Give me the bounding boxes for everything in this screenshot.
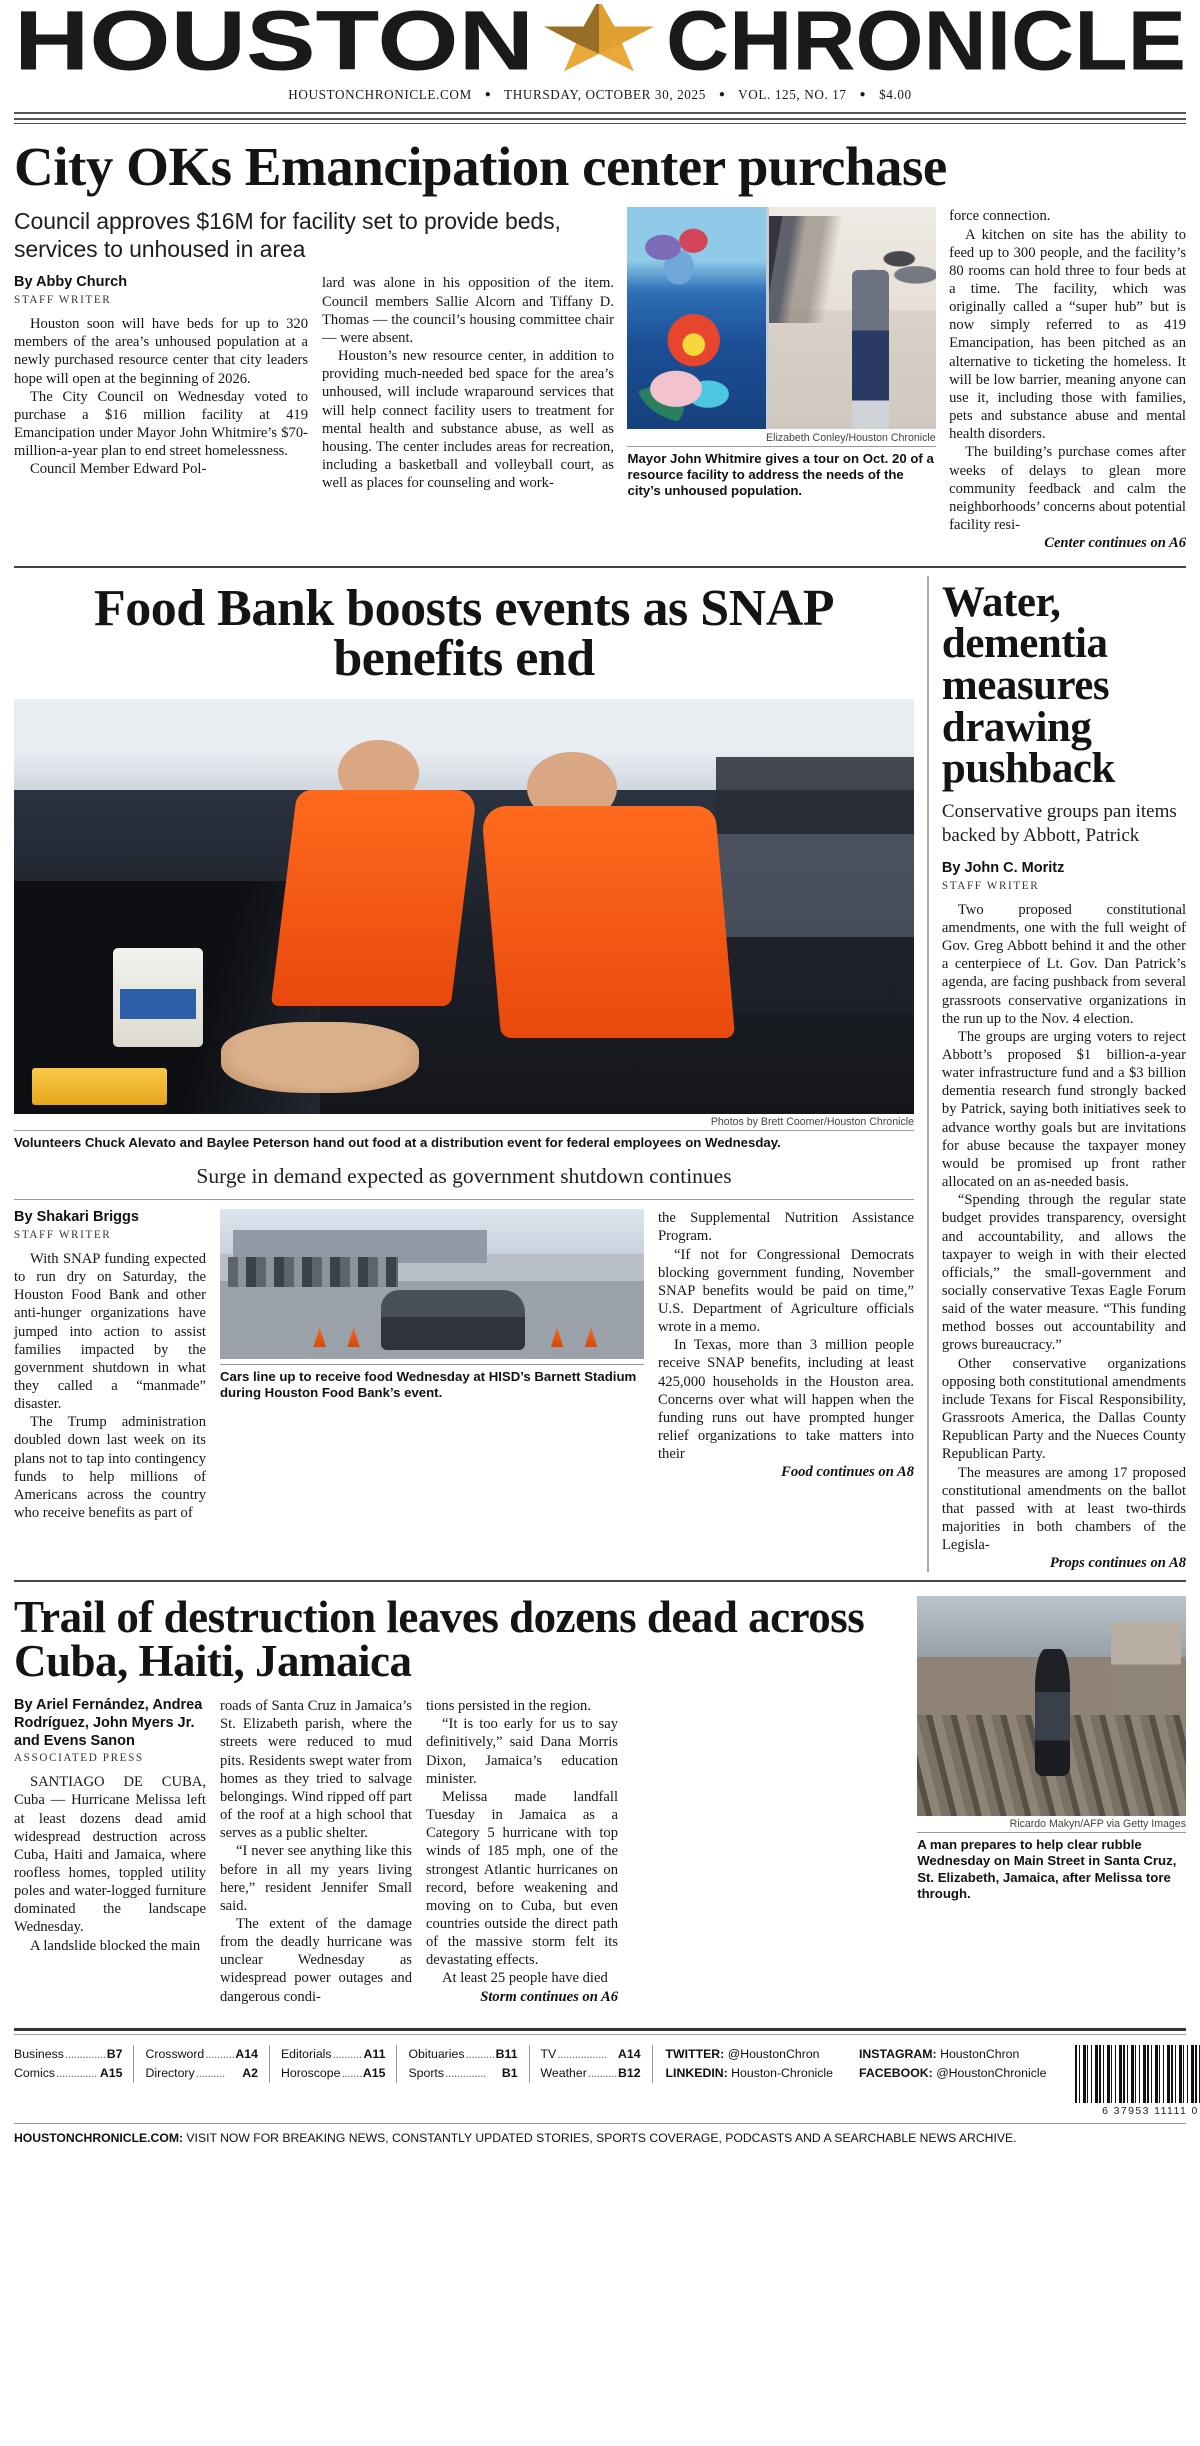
car-queue (228, 1257, 398, 1287)
water-story (942, 576, 1186, 1573)
index-item-page[interactable]: A14 (235, 2046, 258, 2061)
social-handle[interactable]: Houston-Chronicle (731, 2065, 833, 2080)
social-handle[interactable]: @HoustonChron (727, 2046, 820, 2061)
paragraph: Melissa made landfall Tuesday in Jamaica as a Category 5 hurricane with top winds of 185 mph, one of the strongest Atlantic hurricanes on record, before weakening and moving on to Cuba, but even countries outside the direct path of the massive storm felt its devastating effects. (426, 1788, 618, 1969)
paragraph: The Trump administration doubled down last week on its plans not to tap into contingency funds to help millions of Americans across the country who receive benefits as part of (14, 1414, 206, 1522)
hurricane-headline: Trail of destruction leaves dozens dead across Cuba, Haiti, Jamaica (14, 1591, 865, 1686)
promo-site[interactable]: HOUSTONCHRONICLE.COM: (14, 2130, 184, 2145)
dots: .......... (587, 2065, 617, 2080)
barcode-number: 6 37953 11111 0 (1102, 2104, 1199, 2117)
index-item-name[interactable]: Obituaries (408, 2046, 465, 2061)
yellow-package (32, 1068, 167, 1105)
food-inset-caption: Cars line up to receive food Wednesday at HISD’s Barnett Stadium during Houston Food Bank’s event. (220, 1369, 637, 1401)
dots: .............. (64, 2046, 106, 2061)
mural-panel (627, 207, 766, 429)
food-headline: Food Bank boosts events as SNAP benefits end (93, 579, 835, 688)
hurricane-jumpline: Storm continues on A6 (480, 1988, 618, 2005)
index-item-name[interactable]: Comics (14, 2065, 55, 2080)
safety-vest-a (271, 790, 477, 1006)
social-label: TWITTER: (665, 2046, 725, 2061)
social-group-left (653, 2045, 846, 2083)
paragraph: At least 25 people have died (442, 1970, 608, 1987)
index-group (397, 2045, 529, 2083)
dateline-sep-1: ● (484, 89, 492, 100)
paragraph: force connection. (949, 208, 1051, 225)
paragraph: The building’s purchase comes after weeks of delays to glean more community feedback and calm the neighborhoods’ concerns about potential facility resi- (949, 444, 1186, 533)
paragraph: SANTIAGO DE CUBA, Cuba — Hurricane Melissa left at least dozens dead amid widespread destruction across Cuba, Haiti and Jamaica, where roofless homes, toppled utility poles and water-logged furniture dominated the landscape Wednesday. (14, 1774, 206, 1936)
promo-text: VISIT NOW FOR BREAKING NEWS, CONSTANTLY UPDATED STORIES, SPORTS COVERAGE, PODCASTS AND A SEARCHABLE NEWS ARCHIVE. (183, 2130, 1017, 2145)
social-label: LINKEDIN: (665, 2065, 728, 2080)
hurricane-photo (917, 1596, 1186, 1816)
social-handle[interactable]: @HoustonChronicle (936, 2065, 1047, 2080)
index-bar (14, 2035, 1199, 2123)
social-handle[interactable]: HoustonChron (940, 2046, 1020, 2061)
index-item-page[interactable]: A15 (362, 2065, 386, 2080)
dots: .............. (444, 2065, 486, 2080)
index-item-name[interactable]: Business (14, 2046, 64, 2061)
food-byline-title: STAFF WRITER (14, 1228, 112, 1241)
masthead (14, 0, 1186, 76)
index-item-page[interactable]: A14 (617, 2046, 641, 2061)
lead-photo (627, 207, 935, 429)
index-group (14, 2045, 134, 2083)
hurricane-col-1 (14, 1773, 206, 1955)
food-inset-photo (220, 1209, 644, 1359)
food-photo (14, 699, 914, 1114)
dateline-sep-2: ● (718, 89, 726, 100)
hurricane-story (14, 1590, 1186, 2006)
hurricane-col-2 (220, 1697, 412, 2006)
lead-col-1 (14, 315, 308, 478)
masthead-divider (14, 112, 1186, 126)
index-item-name[interactable]: Crossword (145, 2046, 205, 2061)
index-item-name[interactable]: Directory (145, 2065, 195, 2080)
paragraph: Houston soon will have beds for up to 320 members of the area’s unhoused population at a newly purchased resource center that city leaders hope will open at the beginning of 2026. (14, 316, 308, 387)
lead-byline: By Abby Church (14, 274, 128, 291)
water-deck: Conservative groups pan items backed by Abbott, Patrick (941, 801, 1177, 847)
paragraph: A landslide blocked the main (30, 1937, 201, 1954)
paragraph: roads of Santa Cruz in Jamaica’s St. Elizabeth parish, where the streets were reduced to mud pits. Residents swept water from homes as they tried to salvage belongings. Wind ripped off part of the roof at a high school that serves as a public shelter. (220, 1698, 412, 1842)
lead-photo-credit: Elizabeth Conley/Houston Chronicle (766, 431, 936, 444)
paragraph: “If not for Congressional Democrats blocking government funding, November SNAP benefits would be paid on time,” U.S. Department of Agriculture officials wrote in a memo. (658, 1246, 914, 1336)
water-byline: By John C. Moritz (941, 860, 1065, 877)
paragraph: The groups are urging voters to reject Abbott’s proposed $1 billion-a-year water infrastructure fund and a $3 billion dementia research fund strongly backed by Patrick, saying both initiatives seek to advance worthy goals but are invitations for abuse because the taxpayer money would be promised up front rather allocated on an as-needed basis. (941, 1028, 1187, 1191)
food-photo-caption: Volunteers Chuck Alevato and Baylee Peterson hand out food at a distribution event for federal employees on Wednesday. (14, 1135, 781, 1151)
dateline-date: THURSDAY, OCTOBER 30, 2025 (504, 87, 706, 102)
paragraph: Other conservative organizations opposing both constitutional amendments include Texans for Fiscal Responsibility, Grassroots America, the Dallas County Republican Party and the Nueces County Republican Party. (941, 1355, 1187, 1463)
paragraph: The measures are among 17 proposed constitutional amendments on the ballot that passed with at least two-thirds majorities in both chambers of the Legisla- (941, 1464, 1187, 1554)
traffic-cone (551, 1328, 564, 1348)
water-jumpline: Props continues on A8 (1049, 1555, 1187, 1572)
food-jumpline: Food continues on A8 (781, 1464, 914, 1481)
paragraph: lard was alone in his opposition of the item. Council members Sallie Alcorn and Tiffany D. Thomas — the council’s housing committee chair — were absent. (322, 275, 614, 346)
masthead-logo (14, 4, 1186, 76)
index-item-page[interactable]: B7 (106, 2046, 123, 2061)
hurricane-col-3 (426, 1697, 618, 1988)
traffic-cone (585, 1328, 598, 1348)
water-headline: Water, dementia measures drawing pushback (941, 578, 1115, 793)
press-conference-panel (769, 207, 935, 429)
paragraph: Houston’s new resource center, in addition to providing much-needed bed space for the area’s unhoused, will include wraparound services that will help connect facility users to treatment for mental health and substance abuse, as well as housing. The center includes areas for recreation, including a basketball and volleyball court, as well as places for counseling and work- (322, 348, 614, 492)
dots: .......... (332, 2046, 362, 2061)
svg-text:HOUSTON: HOUSTON (14, 4, 534, 76)
lead-col-3 (949, 207, 1186, 534)
food-story (14, 576, 914, 1573)
dots: ....... (341, 2065, 362, 2080)
social-label: FACEBOOK: (858, 2065, 933, 2080)
paragraph: In Texas, more than 3 million people receive SNAP benefits, including at least 425,000 households in the Houston area. Concerns over what will happen when the funding runs out have prompted hunger relief organizations to take matters into their (658, 1337, 914, 1463)
paragraph: With SNAP funding expected to run dry on Saturday, the Houston Food Bank and other anti-hunger organizations have jumped into action to assist families impacted by the government shutdown in what they called a “manmade” disaster. (14, 1250, 206, 1413)
dateline-sep-3: ● (859, 89, 867, 100)
food-photo-credit: Photos by Brett Coomer/Houston Chronicle (710, 1116, 914, 1129)
hurricane-photo-credit: Ricardo Makyn/AFP via Getty Images (1009, 1818, 1186, 1831)
damaged-building (1111, 1622, 1181, 1728)
index-item-name[interactable]: Horoscope (280, 2065, 341, 2080)
index-group (134, 2045, 270, 2083)
dateline (14, 76, 1186, 112)
paragraph: “Spending through the regular state budget provides transparency, oversight and accountability, and allows the taxpayer to weigh in with their elected officials,” the small-government and socially conservative Texas Eagle Forum said of the water measure. “This funding method bosses out accountability and grows bureaucracy.” (941, 1192, 1187, 1354)
paragraph: Two proposed constitutional amendments, one with the full weight of Gov. Greg Abbott behind it and the other a centerpiece of Lt. Gov. Dan Patrick’s agenda, are facing pushback from several grassroots conservative organizations in the run up to the Nov. 4 election. (941, 901, 1187, 1027)
index-item-page[interactable]: A15 (99, 2065, 123, 2080)
star-icon (544, 4, 654, 71)
paragraph: Council Member Edward Pol- (30, 461, 207, 478)
lead-headline: City OKs Emancipation center purchase (14, 136, 947, 197)
index-group (270, 2045, 397, 2083)
index-item-page[interactable]: A2 (242, 2065, 258, 2080)
water-body (942, 901, 1186, 1555)
index-item-page[interactable]: B12 (617, 2065, 641, 2080)
paragraph: “It is too early for us to say definitively,” said Dana Morris Dixon, Jamaica’s education minister. (426, 1716, 618, 1787)
dots: .......... (195, 2065, 225, 2080)
barcode (1059, 2045, 1200, 2117)
index-item-page[interactable]: B1 (501, 2065, 518, 2080)
hurricane-photo-caption: A man prepares to help clear rubble Wednesday on Main Street in Santa Cruz, St. Elizabeth, Jamaica, after Melissa tore through. (917, 1837, 1177, 1901)
foreground-car (381, 1290, 525, 1350)
paragraph: The extent of the damage from the deadly hurricane was unclear Wednesday as widespread power outages and dangerous condi- (220, 1916, 412, 2005)
paragraph: The City Council on Wednesday voted to purchase a $16 million facility at 419 Emancipation under Mayor John Whitmire’s $70-million-a-year plan to end street homelessness. (14, 388, 308, 460)
lead-jumpline: Center continues on A6 (1044, 535, 1186, 552)
lead-photo-caption: Mayor John Whitmire gives a tour on Oct. 20 of a resource facility to address the needs of the city’s unhoused population. (627, 450, 934, 499)
dots: .............. (56, 2065, 97, 2080)
food-col-1 (14, 1250, 206, 1522)
lead-col-2 (322, 274, 614, 492)
index-item-page[interactable]: B11 (495, 2046, 518, 2061)
lead-deck: Council approves $16M for facility set to provide beds, services to unhoused in area (14, 208, 561, 263)
grain-bag (221, 1022, 419, 1093)
safety-vest-b (481, 806, 735, 1038)
paragraph: “I never see anything like this before in all my years living here,” resident Jennifer Small said. (220, 1843, 412, 1914)
paragraph: A kitchen on site has the ability to feed up to 300 people, and the facility’s 80 rooms can hold three to four beds at a time. The facility, which was originally called a “super hub” but is now simply referred to as 419 Emancipation, has been pitched as an alternative to ticketing the homeless. It will be low barrier, meaning anyone can use it, including those with families, pets and substance abuse and mental health disorders. (949, 226, 1186, 443)
social-group-right (846, 2045, 1059, 2083)
food-subdeck: Surge in demand expected as government shutdown continues (196, 1164, 732, 1189)
index-item-name[interactable]: Sports (408, 2065, 444, 2080)
dateline-price: $4.00 (879, 87, 912, 102)
hurricane-byline-title: ASSOCIATED PRESS (14, 1752, 144, 1765)
traffic-cone (347, 1328, 360, 1348)
paragraph: the Supplemental Nutrition Assistance Program. (658, 1210, 914, 1245)
man-figure (1035, 1649, 1070, 1777)
barcode-icon (1075, 2045, 1200, 2103)
dots: .......... (465, 2046, 495, 2061)
svg-text:CHRONICLE: CHRONICLE (666, 4, 1186, 76)
lead-story (14, 126, 1186, 552)
promo-line (14, 2124, 1186, 2153)
dateline-volume: VOL. 125, NO. 17 (738, 87, 847, 102)
index-group (530, 2045, 653, 2083)
dots: .......... (205, 2046, 235, 2061)
dateline-website: HOUSTONCHRONICLE.COM (288, 87, 472, 102)
social-label: INSTAGRAM: (858, 2046, 937, 2061)
background-crowd (716, 757, 914, 1014)
index-item-name[interactable]: Weather (540, 2065, 587, 2080)
water-byline-title: STAFF WRITER (941, 879, 1040, 892)
milk-jug (113, 948, 203, 1048)
hurricane-byline: By Ariel Fernández, Andrea Rodríguez, John Myers Jr. and Evens Sanon (14, 1697, 203, 1749)
food-byline: By Shakari Briggs (14, 1209, 139, 1226)
paragraph: tions persisted in the region. (426, 1698, 591, 1715)
traffic-cone (313, 1328, 326, 1348)
index-item-name[interactable]: TV (540, 2046, 557, 2061)
index-item-name[interactable]: Editorials (280, 2046, 332, 2061)
food-col-3 (658, 1209, 914, 1463)
dots: ................. (557, 2046, 607, 2061)
index-item-page[interactable]: A11 (363, 2046, 386, 2061)
lead-byline-title: STAFF WRITER (14, 294, 112, 307)
